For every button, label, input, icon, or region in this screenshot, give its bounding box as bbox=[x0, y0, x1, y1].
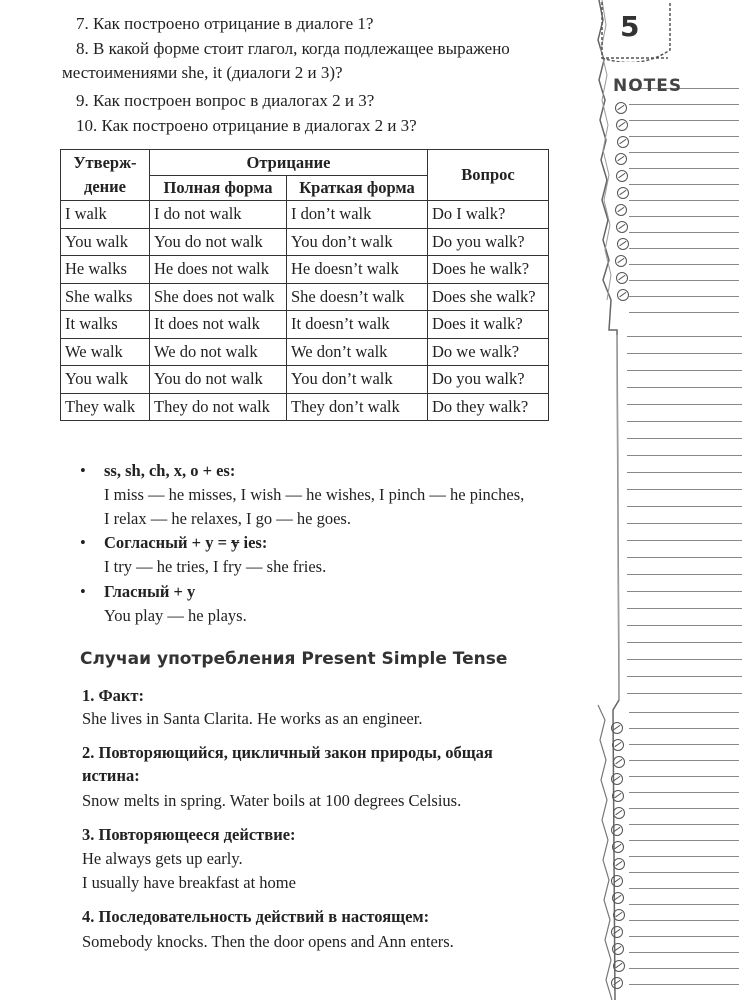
notes-line bbox=[629, 856, 739, 857]
cell-question: Does she walk? bbox=[428, 283, 549, 311]
bullet-1: • bbox=[80, 461, 86, 480]
table-row bbox=[61, 311, 549, 339]
notes-line bbox=[627, 370, 742, 371]
cell-question: Do they walk? bbox=[428, 393, 549, 421]
cell-full-negation: They do not walk bbox=[150, 393, 287, 421]
usage-3-line-2: I usually have breakfast at home bbox=[82, 873, 296, 892]
section-title: Случаи употребления Present Simple Tense bbox=[80, 649, 508, 669]
binder-ring-icon bbox=[617, 136, 629, 148]
notes-line bbox=[627, 438, 742, 439]
binder-ring-icon bbox=[612, 892, 624, 904]
binder-ring-icon bbox=[611, 773, 623, 785]
binder-ring-icon bbox=[615, 204, 627, 216]
usage-4-line-1: Somebody knocks. Then the door opens and Ann enters. bbox=[82, 932, 454, 951]
notes-line bbox=[627, 523, 742, 524]
usage-3-heading: 3. Повторяющееся действие: bbox=[82, 825, 296, 844]
notes-line bbox=[629, 824, 739, 825]
cell-question: Do you walk? bbox=[428, 228, 549, 256]
header-question: Вопрос bbox=[428, 150, 549, 201]
header-affirmative-line1: Утверж- bbox=[73, 153, 137, 172]
rule-1-line-2: I relax — he relaxes, I go — he goes. bbox=[104, 509, 351, 528]
cell-short-negation: You don’t walk bbox=[287, 366, 428, 394]
notes-line bbox=[627, 472, 742, 473]
cell-question: Does it walk? bbox=[428, 311, 549, 339]
binder-ring-icon bbox=[615, 255, 627, 267]
notes-line bbox=[629, 712, 739, 713]
rule-3-line-1: You play — he plays. bbox=[104, 606, 247, 625]
binder-ring-icon bbox=[613, 909, 625, 921]
notes-line bbox=[629, 104, 739, 105]
cell-full-negation: I do not walk bbox=[150, 201, 287, 229]
notes-line bbox=[629, 296, 739, 297]
table-row bbox=[61, 228, 549, 256]
notes-line bbox=[629, 264, 739, 265]
binder-ring-icon bbox=[612, 943, 624, 955]
notes-line bbox=[627, 489, 742, 490]
usage-3-line-1: He always gets up early. bbox=[82, 849, 243, 868]
bullet-2: • bbox=[80, 533, 86, 552]
rule-2-heading-a: Согласный + bbox=[104, 533, 206, 552]
header-full-form: Полная форма bbox=[150, 176, 287, 201]
notes-line bbox=[629, 840, 739, 841]
notes-line bbox=[629, 168, 739, 169]
binder-ring-icon bbox=[616, 170, 628, 182]
cell-affirmative: We walk bbox=[61, 338, 150, 366]
question-7: 7. Как построено отрицание в диалоге 1? bbox=[76, 14, 374, 33]
cell-affirmative: They walk bbox=[61, 393, 150, 421]
cell-question: Do I walk? bbox=[428, 201, 549, 229]
page-number-badge bbox=[600, 0, 672, 62]
cell-full-negation: It does not walk bbox=[150, 311, 287, 339]
notes-line bbox=[629, 904, 739, 905]
table-row bbox=[61, 256, 549, 284]
binder-ring-icon bbox=[611, 926, 623, 938]
table-row bbox=[61, 338, 549, 366]
notes-line bbox=[629, 776, 739, 777]
cell-affirmative: He walks bbox=[61, 256, 150, 284]
notes-line bbox=[627, 642, 742, 643]
usage-1-line-1: She lives in Santa Clarita. He works as an engineer. bbox=[82, 709, 423, 728]
cell-question: Does he walk? bbox=[428, 256, 549, 284]
cell-question: Do we walk? bbox=[428, 338, 549, 366]
binder-ring-icon bbox=[613, 807, 625, 819]
table-row bbox=[61, 201, 549, 229]
notes-line bbox=[629, 184, 739, 185]
notes-line bbox=[627, 659, 742, 660]
usage-4-heading: 4. Последовательность действий в настоящем: bbox=[82, 907, 430, 926]
binder-ring-icon bbox=[611, 824, 623, 836]
usage-1-heading: 1. Факт: bbox=[82, 686, 145, 705]
rule-2-heading-y-struck: у bbox=[231, 533, 240, 552]
cell-short-negation: You don’t walk bbox=[287, 228, 428, 256]
binder-ring-icon bbox=[615, 153, 627, 165]
binder-ring-icon bbox=[617, 187, 629, 199]
notes-line bbox=[629, 248, 739, 249]
notes-line bbox=[629, 280, 739, 281]
notes-line bbox=[627, 455, 742, 456]
cell-short-negation: I don’t walk bbox=[287, 201, 428, 229]
binder-ring-icon bbox=[611, 722, 623, 734]
rule-2-heading-eq: = bbox=[213, 533, 232, 552]
question-9: 9. Как построен вопрос в диалогах 2 и 3? bbox=[76, 91, 375, 110]
notes-line bbox=[627, 591, 742, 592]
cell-affirmative: You walk bbox=[61, 366, 150, 394]
cell-full-negation: You do not walk bbox=[150, 366, 287, 394]
header-negation: Отрицание bbox=[150, 150, 428, 176]
notes-line bbox=[629, 216, 739, 217]
notes-line bbox=[629, 872, 739, 873]
notes-line bbox=[627, 625, 742, 626]
notes-line bbox=[629, 312, 739, 313]
rule-2-heading-y: у bbox=[205, 533, 214, 552]
usage-2-heading-1: 2. Повторяющийся, цикличный закон природы, общая bbox=[82, 743, 493, 762]
binder-ring-icon bbox=[617, 289, 629, 301]
binder-ring-icon bbox=[616, 119, 628, 131]
rule-2-heading-b: ies: bbox=[239, 533, 268, 552]
notes-line bbox=[627, 404, 742, 405]
notes-line bbox=[629, 808, 739, 809]
notes-line bbox=[627, 693, 742, 694]
binder-ring-icon bbox=[612, 841, 624, 853]
notes-line bbox=[627, 574, 742, 575]
notes-line bbox=[629, 152, 739, 153]
notes-line bbox=[629, 952, 739, 953]
table-row bbox=[61, 366, 549, 394]
cell-full-negation: She does not walk bbox=[150, 283, 287, 311]
present-simple-table bbox=[60, 149, 549, 421]
binder-ring-icon bbox=[612, 790, 624, 802]
cell-full-negation: We do not walk bbox=[150, 338, 287, 366]
notes-line bbox=[627, 387, 742, 388]
cell-short-negation: He doesn’t walk bbox=[287, 256, 428, 284]
cell-short-negation: She doesn’t walk bbox=[287, 283, 428, 311]
binder-ring-icon bbox=[613, 858, 625, 870]
notes-line bbox=[627, 506, 742, 507]
binder-ring-icon bbox=[615, 102, 627, 114]
rule-3-heading: Гласный + у bbox=[104, 582, 196, 601]
usage-2-heading-2: истина: bbox=[82, 766, 140, 785]
notes-line bbox=[627, 353, 742, 354]
notes-line bbox=[629, 232, 739, 233]
notes-line bbox=[629, 984, 739, 985]
cell-short-negation: We don’t walk bbox=[287, 338, 428, 366]
notes-title: NOTES bbox=[613, 76, 683, 96]
rule-2-heading bbox=[104, 531, 267, 555]
binder-ring-icon bbox=[611, 977, 623, 989]
notes-line bbox=[629, 200, 739, 201]
table-row bbox=[61, 283, 549, 311]
notes-line bbox=[629, 744, 739, 745]
notes-sidebar bbox=[597, 0, 750, 1000]
notes-line bbox=[629, 728, 739, 729]
notes-line bbox=[627, 336, 742, 337]
notes-line bbox=[629, 136, 739, 137]
table-row bbox=[61, 393, 549, 421]
cell-short-negation: It doesn’t walk bbox=[287, 311, 428, 339]
rule-2-line-1: I try — he tries, I fry — she fries. bbox=[104, 557, 327, 576]
notes-line bbox=[627, 676, 742, 677]
header-affirmative bbox=[61, 150, 150, 201]
binder-ring-icon bbox=[613, 960, 625, 972]
notes-line bbox=[629, 792, 739, 793]
cell-affirmative: She walks bbox=[61, 283, 150, 311]
bullet-3: • bbox=[80, 582, 86, 601]
notes-line bbox=[629, 920, 739, 921]
cell-full-negation: You do not walk bbox=[150, 228, 287, 256]
table-body bbox=[61, 201, 549, 421]
cell-question: Do you walk? bbox=[428, 366, 549, 394]
cell-affirmative: I walk bbox=[61, 201, 150, 229]
header-short-form: Краткая форма bbox=[287, 176, 428, 201]
notes-line bbox=[627, 540, 742, 541]
binder-ring-icon bbox=[617, 238, 629, 250]
rule-1-line-1: I miss — he misses, I wish — he wishes, I pinch — he pinches, bbox=[104, 485, 525, 504]
notes-line bbox=[629, 968, 739, 969]
cell-affirmative: You walk bbox=[61, 228, 150, 256]
binder-ring-icon bbox=[612, 739, 624, 751]
notes-line bbox=[629, 760, 739, 761]
binder-ring-icon bbox=[611, 875, 623, 887]
binder-ring-icon bbox=[613, 756, 625, 768]
notes-line bbox=[629, 936, 739, 937]
header-affirmative-line2: дение bbox=[83, 177, 126, 196]
notes-line bbox=[627, 421, 742, 422]
notes-line bbox=[627, 608, 742, 609]
binder-ring-icon bbox=[616, 221, 628, 233]
question-8: 8. В какой форме стоит глагол, когда подлежащее выражено местоимениями she, it (диалоги 2 и 3)? bbox=[62, 39, 510, 82]
cell-short-negation: They don’t walk bbox=[287, 393, 428, 421]
notes-line bbox=[627, 557, 742, 558]
question-10: 10. Как построено отрицание в диалогах 2 и 3? bbox=[76, 116, 417, 135]
binder-ring-icon bbox=[616, 272, 628, 284]
cell-full-negation: He does not walk bbox=[150, 256, 287, 284]
rule-1-heading: ss, sh, ch, x, o + es: bbox=[104, 461, 236, 480]
notes-line bbox=[629, 120, 739, 121]
page-number: 5 bbox=[620, 10, 640, 43]
usage-2-line-1: Snow melts in spring. Water boils at 100 degrees Celsius. bbox=[82, 791, 462, 810]
notes-line bbox=[629, 888, 739, 889]
cell-affirmative: It walks bbox=[61, 311, 150, 339]
